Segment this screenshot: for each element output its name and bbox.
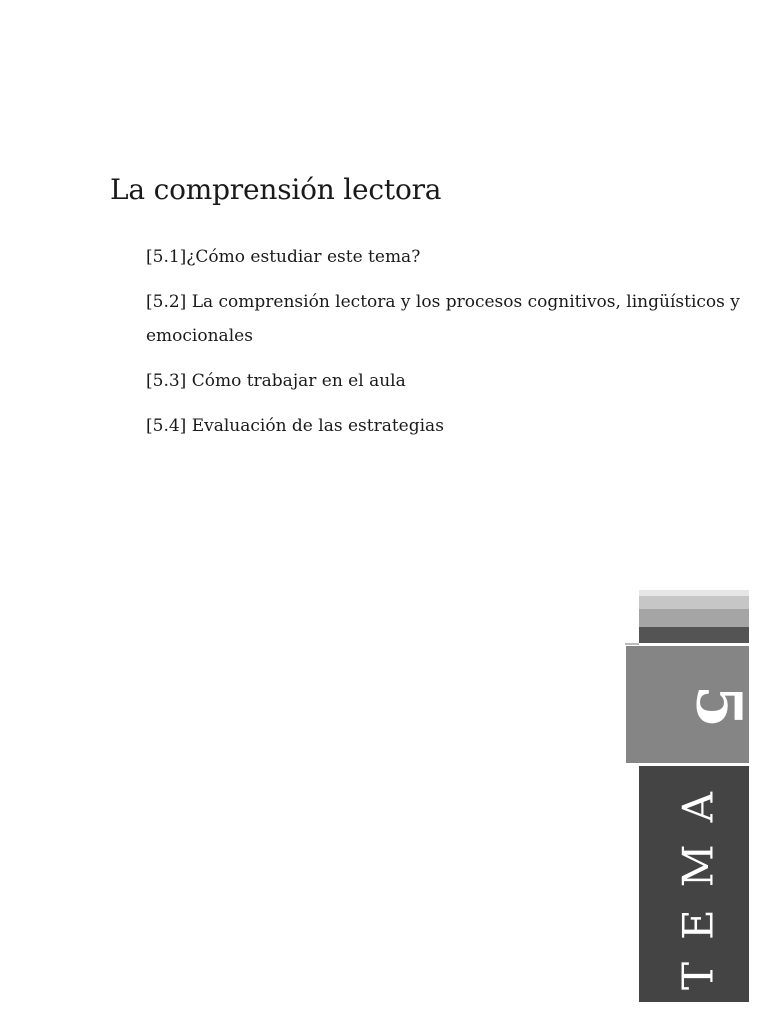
tab-stripe-dark <box>639 627 749 643</box>
table-of-contents <box>146 240 756 454</box>
chapter-number: 5 <box>682 684 756 729</box>
chapter-number-block <box>626 645 756 763</box>
chapter-label: TEMA <box>673 769 723 991</box>
toc-item-5-2: [5.2] La comprensión lectora y los procesos cognitivos, lingüísticos y emocionales <box>146 292 740 346</box>
toc-item-5-4: [5.4] Evaluación de las estrategias <box>146 416 444 436</box>
toc-item-5-3: [5.3] Cómo trabajar en el aula <box>146 371 406 391</box>
chapter-label-block <box>639 766 749 1002</box>
tab-stripe-mid <box>639 609 749 627</box>
toc-item-5-1: [5.1]¿Cómo estudiar este tema? <box>146 247 421 267</box>
tab-stripe-light <box>639 596 749 609</box>
page-title: La comprensión lectora <box>110 173 442 206</box>
